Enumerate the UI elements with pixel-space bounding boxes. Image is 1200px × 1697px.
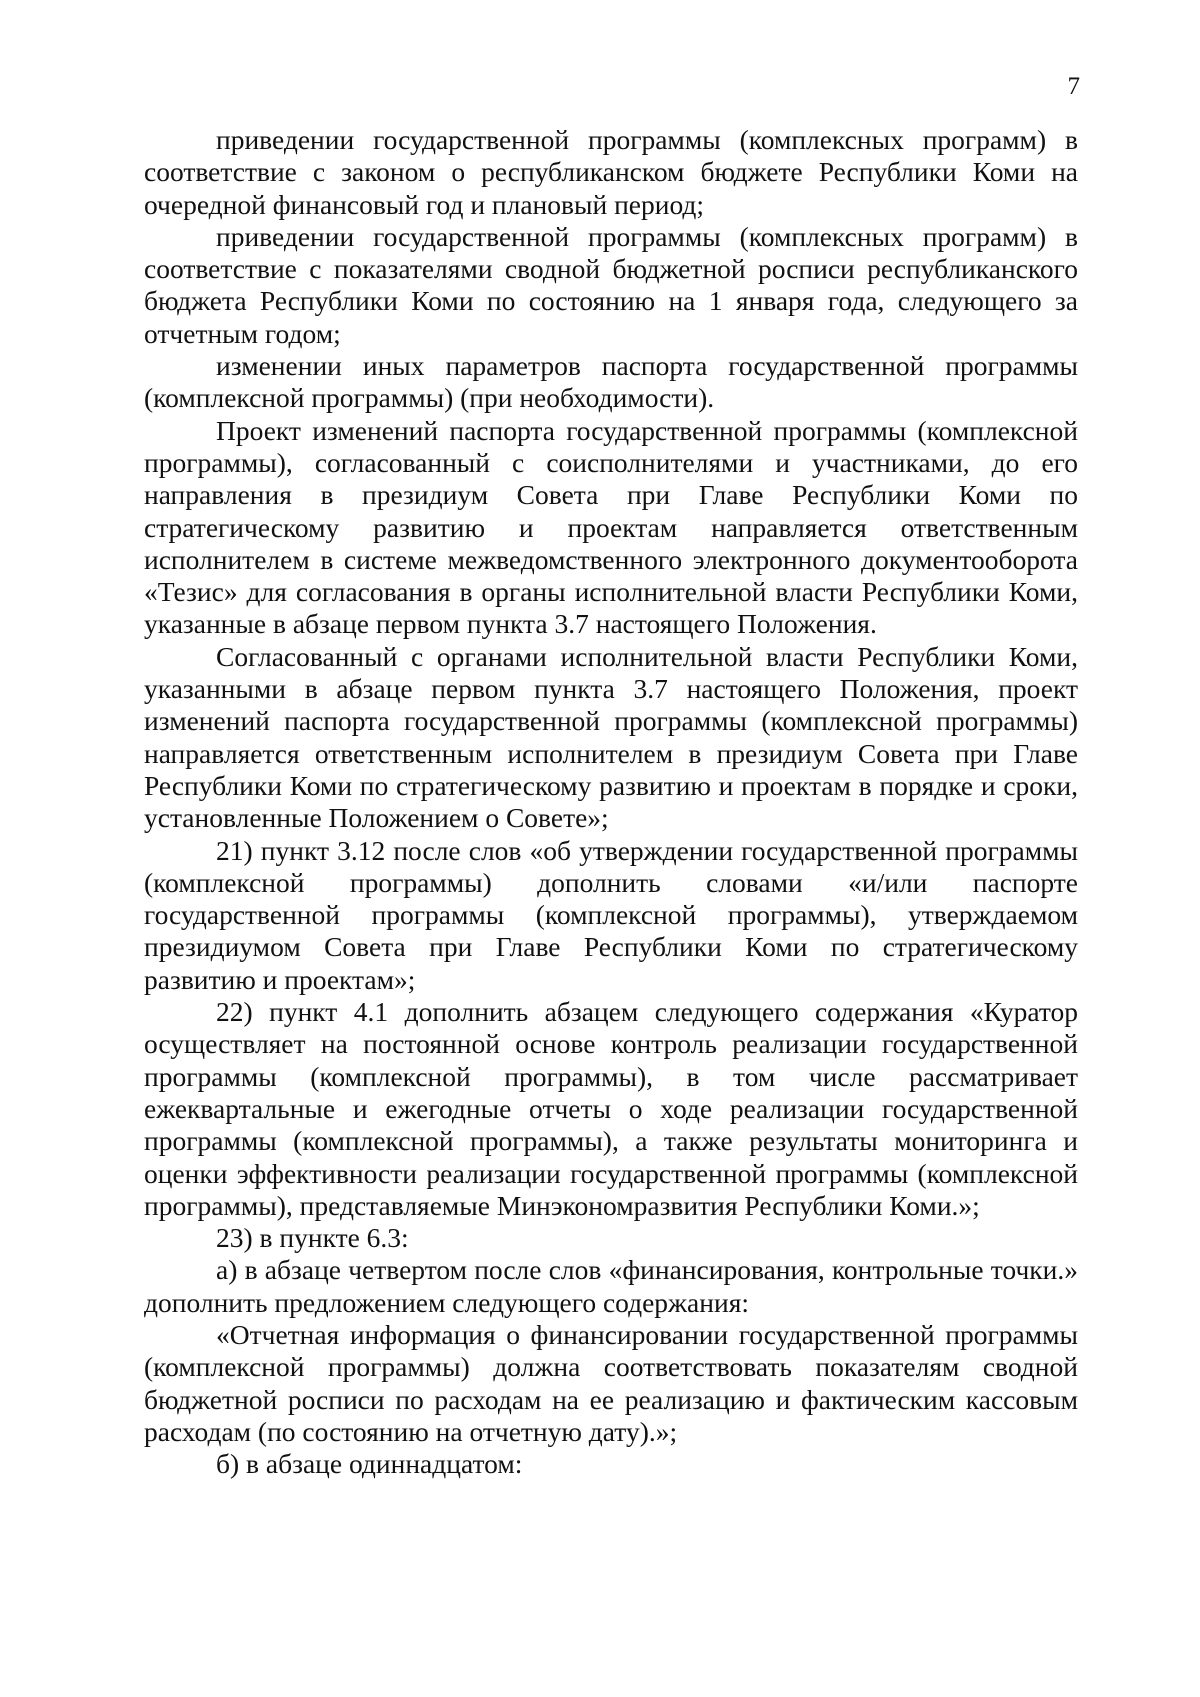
paragraph: «Отчетная информация о финансировании государственной программы (комплексной программы) должна соответствовать показателям сводной бюджетной росписи по расходам на ее реализацию и фактическим кассовым расходам (по состоянию на отчетную дату).»; bbox=[144, 1318, 1078, 1447]
paragraph: приведении государственной программы (комплексных программ) в соответствие с законом о республиканском бюджете Республики Коми на очередной финансовый год и плановый период; bbox=[144, 124, 1078, 220]
paragraph: а) в абзаце четвертом после слов «финансирования, контрольные точки.» дополнить предложением следующего содержания: bbox=[144, 1254, 1078, 1318]
page-number: 7 bbox=[1067, 73, 1080, 100]
paragraph: 23) в пункте 6.3: bbox=[216, 1222, 409, 1254]
paragraph: изменении иных параметров паспорта государственной программы (комплексной программы) (при необходимости). bbox=[144, 350, 1078, 414]
paragraph: приведении государственной программы (комплексных программ) в соответствие с показателями сводной бюджетной росписи республиканского бюджета Республики Коми по состоянию на 1 января года, следующего за отчетным годом; bbox=[144, 220, 1078, 349]
paragraph: 22) пункт 4.1 дополнить абзацем следующего содержания «Куратор осуществляет на постоянной основе контроль реализации государственной программы (комплексной программы), в том числе рассматривает ежеквартальные и ежегодные отчеты о ходе реализации государственной программы (комплексной программы), а также результаты мониторинга и оценки эффективности реализации государственной программы (комплексной программы), представляемые Минэкономразвития Республики Коми.»; bbox=[144, 996, 1078, 1221]
paragraph: б) в абзаце одиннадцатом: bbox=[216, 1448, 523, 1480]
paragraph: Проект изменений паспорта государственной программы (комплексной программы), согласованный с соисполнителями и участниками, до его направления в президиум Совета при Главе Республики Коми по стратегическому развитию и проектам направляется ответственным исполнителем в системе межведомственного электронного документооборота «Тезис» для согласования в органы исполнительной власти Республики Коми, указанные в абзаце первом пункта 3.7 настоящего Положения. bbox=[144, 414, 1078, 640]
paragraph: Согласованный с органами исполнительной власти Республики Коми, указанными в абзаце первом пункта 3.7 настоящего Положения, проект изменений паспорта государственной программы (комплексной программы) направляется ответственным исполнителем в президиум Совета при Главе Республики Коми по стратегическому развитию и проектам в порядке и сроки, установленные Положением о Совете»; bbox=[144, 640, 1078, 834]
document-body bbox=[144, 124, 1078, 1480]
paragraph: 21) пункт 3.12 после слов «об утверждении государственной программы (комплексной программы) дополнить словами «и/или паспорте государственной программы (комплексной программы), утверждаемом президиумом Совета при Главе Республики Коми по стратегическому развитию и проектам»; bbox=[144, 834, 1078, 995]
